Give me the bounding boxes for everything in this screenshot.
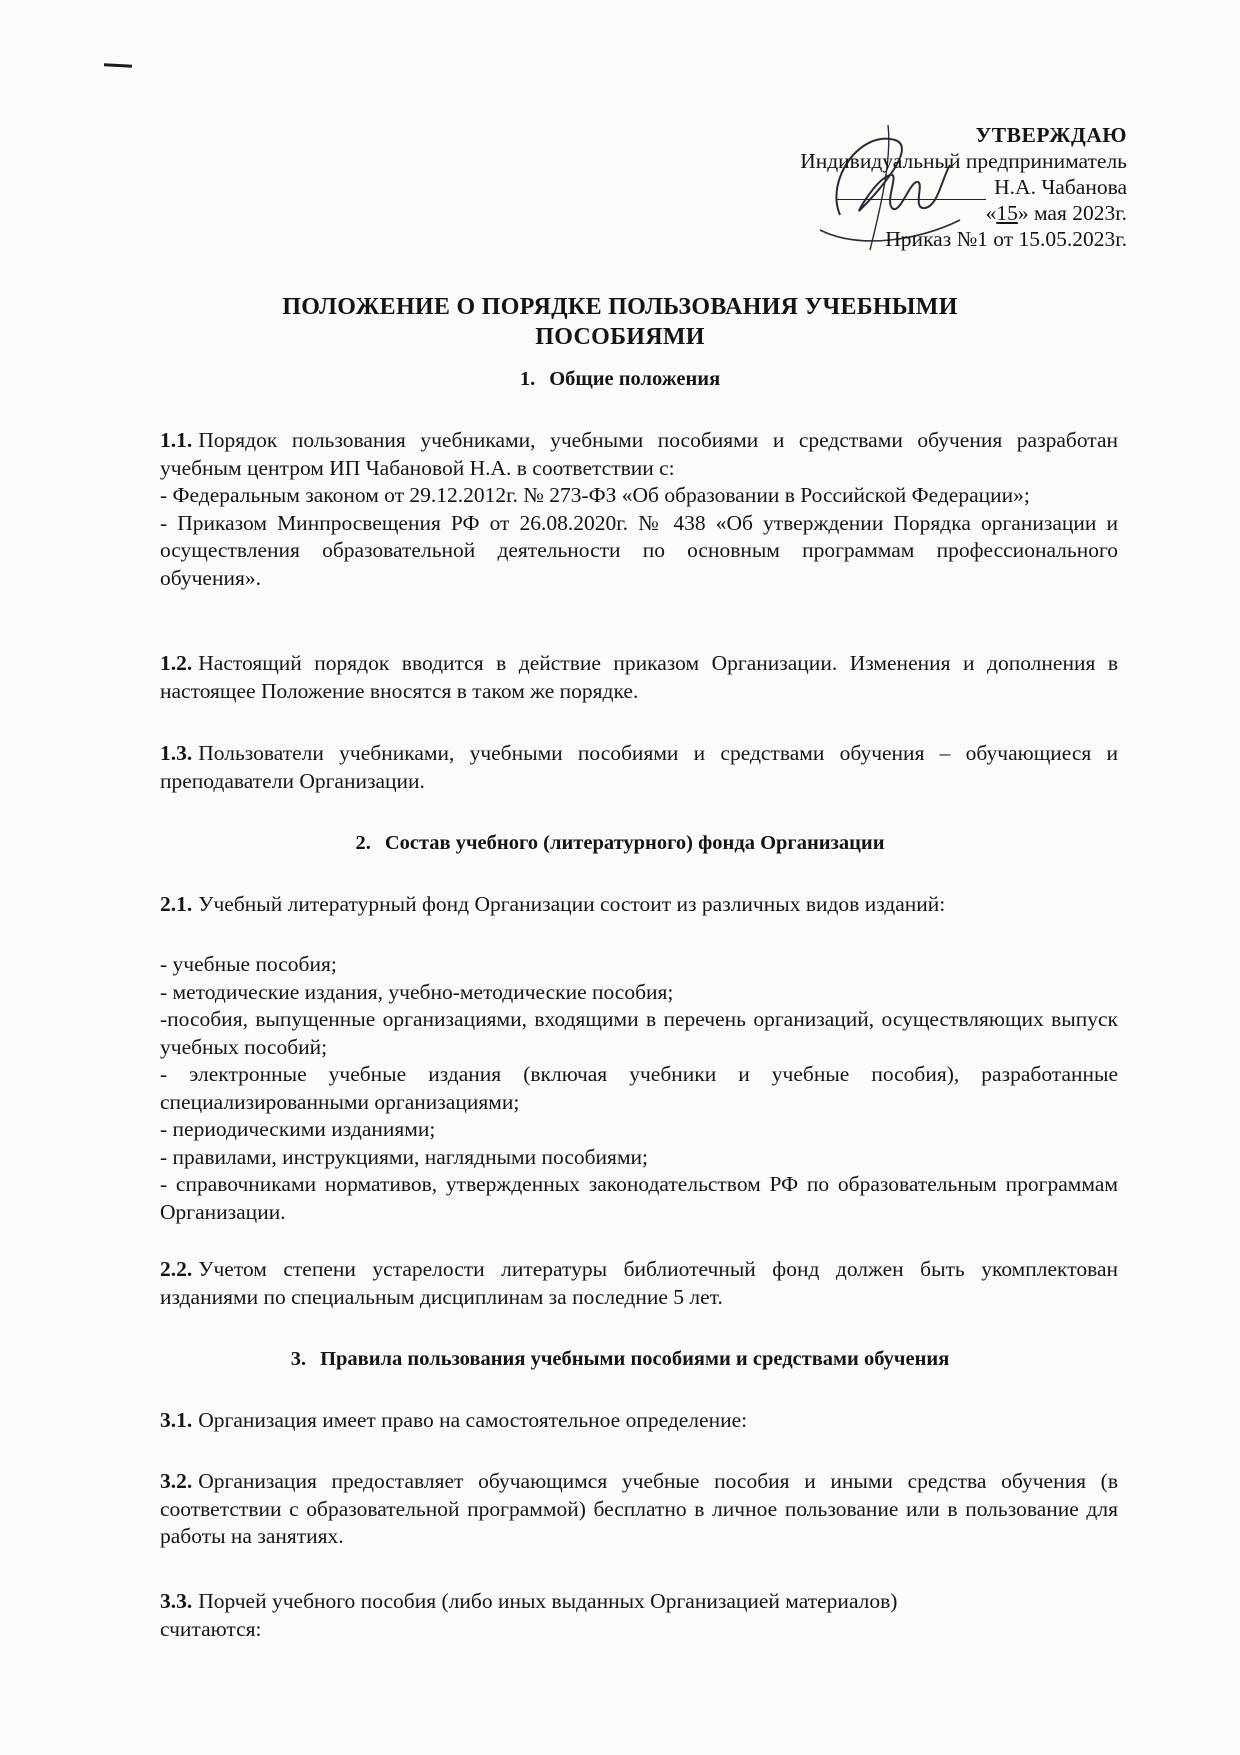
- fund-composition-list: [160, 951, 1118, 1226]
- paragraph-2-1: 2.1. Учебный литературный фонд Организации состоит из различных видов изданий:: [160, 892, 946, 916]
- paragraph-label: 3.1.: [160, 1408, 193, 1432]
- corner-mark: [104, 63, 132, 67]
- list-item: - учебные пособия;: [160, 952, 337, 976]
- paragraph-1-1: 1.1. Порядок пользования учебниками, учебными пособиями и средствами обучения разработан учебным центром ИП Чабановой Н.А. в соответствии с: - Федеральным законом от 29.12.2012г. № 273-ФЗ «Об образовании в Российской Федерации»; - Приказом Минпросвещения РФ от 26.08.2020г. № 438 «Об утверждении Порядка организации и осуществления образовательной деятельности по основным программам профессионального обучения».: [160, 428, 1118, 590]
- approval-date-day: 15: [996, 201, 1018, 225]
- signature-line: [836, 181, 986, 200]
- list-item: -пособия, выпущенные организациями, входящими в перечень организаций, осуществляющих выпуск учебных пособий;: [160, 1007, 1118, 1059]
- list-item: - периодическими изданиями;: [160, 1117, 436, 1141]
- approval-position: Индивидуальный предприниматель: [800, 149, 1127, 173]
- list-item: - электронные учебные издания (включая учебники и учебные пособия), разработанные специализированными организациями;: [160, 1062, 1118, 1114]
- paragraph-label: 1.2.: [160, 651, 193, 675]
- approval-name-line: [800, 174, 1127, 200]
- approval-title: УТВЕРЖДАЮ: [975, 123, 1127, 147]
- paragraph-1-3: 1.3. Пользователи учебниками, учебными пособиями и средствами обучения – обучающиеся и преподаватели Организации.: [160, 741, 1118, 793]
- approval-name: Н.А. Чабанова: [994, 175, 1127, 199]
- paragraph-3-1: 3.1. Организация имеет право на самостоятельное определение:: [160, 1408, 748, 1432]
- list-item: - правилами, инструкциями, наглядными пособиями;: [160, 1144, 649, 1169]
- list-item: - справочниками нормативов, утвержденных законодательством РФ по образовательным программам Организации.: [160, 1172, 1118, 1224]
- paragraph-label: 1.3.: [160, 741, 193, 765]
- paragraph-2-2: 2.2. Учетом степени устарелости литературы библиотечный фонд должен быть укомплектован изданиями по специальным дисциплинам за последние 5 лет.: [160, 1257, 1118, 1309]
- section-1-heading: 1. Общие положения: [519, 368, 721, 390]
- approval-date-rest: мая 2023г.: [1028, 201, 1127, 225]
- section-3-heading: 3. Правила пользования учебными пособиями и средствами обучения: [290, 1348, 950, 1370]
- list-item: - методические издания, учебно-методические пособия;: [160, 979, 674, 1004]
- paragraph-label: 3.3.: [160, 1589, 193, 1613]
- paragraph-label: 1.1.: [160, 428, 193, 452]
- section-2-heading: 2. Состав учебного (литературного) фонда Организации: [355, 832, 885, 854]
- paragraph-1-2: 1.2. Настоящий порядок вводится в действие приказом Организации. Изменения и дополнения в настоящее Положение вносятся в таком же порядке.: [160, 651, 1118, 703]
- approval-date: «15» мая 2023г.: [985, 201, 1127, 225]
- paragraph-3-3: 3.3. Порчей учебного пособия (либо иных выданных Организацией материалов) считаются:: [160, 1589, 898, 1641]
- paragraph-label: 2.2.: [160, 1257, 193, 1281]
- paragraph-label: 2.1.: [160, 892, 193, 916]
- paragraph-label: 3.2.: [160, 1469, 193, 1493]
- paragraph-3-2: 3.2. Организация предоставляет обучающимся учебные пособия и иными средства обучения (в соответствии с образовательной программой) бесплатно в личное пользование или в пользование для работы на занятиях.: [160, 1469, 1118, 1548]
- approval-block: [800, 122, 1127, 252]
- approval-order: Приказ №1 от 15.05.2023г.: [885, 227, 1127, 251]
- document-title: ПОЛОЖЕНИЕ О ПОРЯДКЕ ПОЛЬЗОВАНИЯ УЧЕБНЫМИ ПОСОБИЯМИ: [282, 294, 958, 350]
